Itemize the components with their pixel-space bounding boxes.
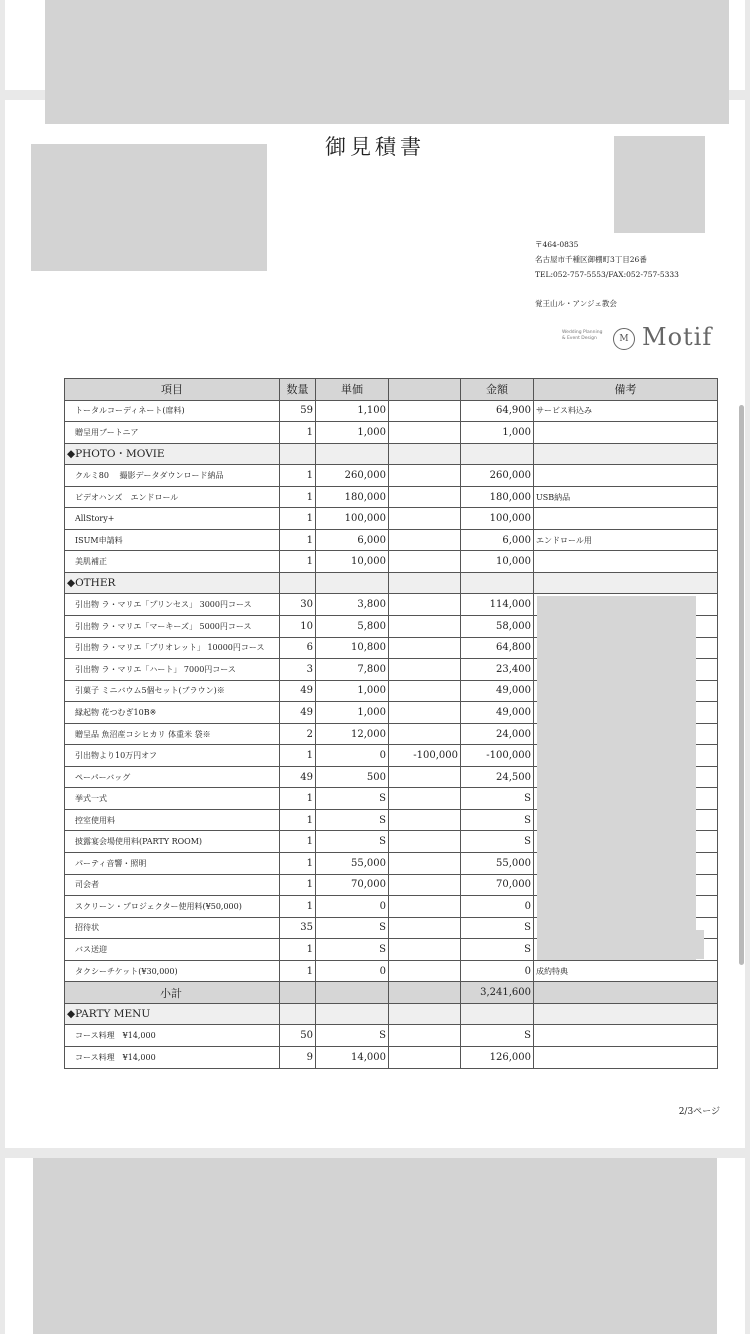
item-discount xyxy=(389,809,461,831)
header-quantity: 数量 xyxy=(280,379,316,401)
item-unit-price: 70,000 xyxy=(316,874,389,896)
cell-empty xyxy=(316,443,389,465)
venue-name: 覚王山ル・アンジェ教会 xyxy=(535,299,617,308)
item-discount xyxy=(389,766,461,788)
item-unit-price: 55,000 xyxy=(316,853,389,875)
item-quantity: 49 xyxy=(280,702,316,724)
table-row xyxy=(65,1046,718,1068)
redacted-remarks-block xyxy=(537,596,696,960)
item-name: ビデオハンズ エンドロール xyxy=(65,486,280,508)
item-unit-price: 3,800 xyxy=(316,594,389,616)
item-discount xyxy=(389,917,461,939)
item-discount xyxy=(389,1046,461,1068)
item-unit-price: 1,000 xyxy=(316,680,389,702)
item-name: バス送迎 xyxy=(65,939,280,961)
scrollbar[interactable] xyxy=(739,405,744,965)
item-name: 引出物 ラ・マリエ「マーキーズ」 5000円コース xyxy=(65,616,280,638)
header-remarks: 備考 xyxy=(534,379,718,401)
item-amount: 6,000 xyxy=(461,529,534,551)
cell-empty xyxy=(534,1003,718,1025)
item-unit-price: 14,000 xyxy=(316,1046,389,1068)
item-amount: -100,000 xyxy=(461,745,534,767)
item-discount xyxy=(389,594,461,616)
item-quantity: 35 xyxy=(280,917,316,939)
item-amount: S xyxy=(461,917,534,939)
item-name: 引出物より10万円オフ xyxy=(65,745,280,767)
item-amount: 260,000 xyxy=(461,465,534,487)
item-name: AllStory+ xyxy=(65,508,280,530)
item-quantity: 1 xyxy=(280,465,316,487)
item-amount: 114,000 xyxy=(461,594,534,616)
item-unit-price: 6,000 xyxy=(316,529,389,551)
item-amount: 180,000 xyxy=(461,486,534,508)
cell-empty xyxy=(280,572,316,594)
table-row xyxy=(65,465,718,487)
table-row xyxy=(65,486,718,508)
item-unit-price: 12,000 xyxy=(316,723,389,745)
item-remarks: USB納品 xyxy=(534,486,718,508)
street-address: 名古屋市千種区御棚町3丁目26番 xyxy=(535,255,647,264)
item-remarks xyxy=(534,465,718,487)
item-discount xyxy=(389,616,461,638)
item-amount: 100,000 xyxy=(461,508,534,530)
item-amount: 49,000 xyxy=(461,702,534,724)
cell-empty xyxy=(389,572,461,594)
section-row xyxy=(65,572,718,594)
item-name: トータルコーディネート(席料) xyxy=(65,400,280,422)
section-label: ◆PARTY MENU xyxy=(65,1003,280,1025)
item-remarks xyxy=(534,551,718,573)
item-amount: 1,000 xyxy=(461,422,534,444)
item-quantity: 1 xyxy=(280,745,316,767)
item-remarks xyxy=(534,508,718,530)
item-quantity: 1 xyxy=(280,939,316,961)
logo-mark-icon: M xyxy=(613,328,635,350)
item-unit-price: S xyxy=(316,809,389,831)
item-name: 贈呈用ブートニア xyxy=(65,422,280,444)
item-remarks: サービス料込み xyxy=(534,400,718,422)
item-name: タクシーチケット(¥30,000) xyxy=(65,960,280,982)
item-unit-price: 0 xyxy=(316,960,389,982)
table-header-row xyxy=(65,379,718,401)
section-row xyxy=(65,443,718,465)
item-name: 控室使用料 xyxy=(65,809,280,831)
item-amount: 23,400 xyxy=(461,659,534,681)
item-name: 引出物 ラ・マリエ「ブリオレット」 10000円コース xyxy=(65,637,280,659)
motif-logo xyxy=(562,322,712,356)
item-quantity: 1 xyxy=(280,788,316,810)
cell-empty xyxy=(316,982,389,1004)
subtotal-amount: 3,241,600 xyxy=(461,982,534,1004)
item-discount xyxy=(389,529,461,551)
item-quantity: 1 xyxy=(280,960,316,982)
item-unit-price: 500 xyxy=(316,766,389,788)
cell-empty xyxy=(316,1003,389,1025)
section-label: ◆PHOTO・MOVIE xyxy=(65,443,280,465)
header-item: 項目 xyxy=(65,379,280,401)
item-discount: -100,000 xyxy=(389,745,461,767)
item-discount xyxy=(389,874,461,896)
section-label: ◆OTHER xyxy=(65,572,280,594)
item-quantity: 3 xyxy=(280,659,316,681)
cell-empty xyxy=(389,1003,461,1025)
cell-empty xyxy=(461,1003,534,1025)
item-quantity: 9 xyxy=(280,1046,316,1068)
item-discount xyxy=(389,788,461,810)
table-row xyxy=(65,551,718,573)
cell-empty xyxy=(389,982,461,1004)
item-quantity: 1 xyxy=(280,853,316,875)
item-discount xyxy=(389,659,461,681)
item-quantity: 2 xyxy=(280,723,316,745)
item-name: コース料理 ¥14,000 xyxy=(65,1025,280,1047)
item-quantity: 1 xyxy=(280,551,316,573)
page-number: 2/3ページ xyxy=(678,1107,720,1117)
item-unit-price: 10,800 xyxy=(316,637,389,659)
item-amount: S xyxy=(461,1025,534,1047)
item-name: 美肌補正 xyxy=(65,551,280,573)
cell-empty xyxy=(461,443,534,465)
item-discount xyxy=(389,723,461,745)
postal-code: 〒464-0835 xyxy=(535,240,579,249)
item-name: 招待状 xyxy=(65,917,280,939)
table-row xyxy=(65,422,718,444)
cell-empty xyxy=(389,443,461,465)
item-quantity: 30 xyxy=(280,594,316,616)
cell-empty xyxy=(280,982,316,1004)
item-unit-price: S xyxy=(316,939,389,961)
item-unit-price: S xyxy=(316,1025,389,1047)
item-amount: 10,000 xyxy=(461,551,534,573)
item-name: 引出物 ラ・マリエ「ハート」 7000円コース xyxy=(65,659,280,681)
item-unit-price: 1,100 xyxy=(316,400,389,422)
item-remarks xyxy=(534,422,718,444)
item-name: 贈呈品 魚沼産コシヒカリ 体重米 袋※ xyxy=(65,723,280,745)
item-amount: S xyxy=(461,939,534,961)
item-remarks xyxy=(534,1046,718,1068)
subtotal-label: 小計 xyxy=(65,982,280,1004)
item-name: 引出物 ラ・マリエ「プリンセス」 3000円コース xyxy=(65,594,280,616)
item-unit-price: S xyxy=(316,788,389,810)
item-unit-price: 0 xyxy=(316,745,389,767)
item-amount: S xyxy=(461,809,534,831)
item-discount xyxy=(389,960,461,982)
item-quantity: 59 xyxy=(280,400,316,422)
table-row xyxy=(65,400,718,422)
item-discount xyxy=(389,422,461,444)
item-name: 縁起物 花つむぎ10B※ xyxy=(65,702,280,724)
item-unit-price: 260,000 xyxy=(316,465,389,487)
item-amount: 49,000 xyxy=(461,680,534,702)
section-row xyxy=(65,1003,718,1025)
item-name: パーティ音響・照明 xyxy=(65,853,280,875)
item-name: 挙式一式 xyxy=(65,788,280,810)
item-name: クルミ80 撮影データダウンロード納品 xyxy=(65,465,280,487)
item-unit-price: S xyxy=(316,831,389,853)
cell-empty xyxy=(316,572,389,594)
cell-empty xyxy=(280,1003,316,1025)
item-discount xyxy=(389,680,461,702)
item-amount: 0 xyxy=(461,960,534,982)
tel-fax: TEL:052-757-5553/FAX:052-757-5333 xyxy=(535,270,679,279)
item-unit-price: 0 xyxy=(316,896,389,918)
item-discount xyxy=(389,400,461,422)
item-name: コース料理 ¥14,000 xyxy=(65,1046,280,1068)
item-quantity: 1 xyxy=(280,486,316,508)
item-unit-price: 1,000 xyxy=(316,702,389,724)
item-remarks: 成約特典 xyxy=(534,960,718,982)
redacted-header-block xyxy=(45,100,729,124)
item-discount xyxy=(389,1025,461,1047)
table-row xyxy=(65,508,718,530)
item-unit-price: 100,000 xyxy=(316,508,389,530)
item-name: ペーパーバッグ xyxy=(65,766,280,788)
item-amount: 24,000 xyxy=(461,723,534,745)
redacted-remarks-block xyxy=(537,930,704,959)
logo-wordmark: Motif xyxy=(642,323,713,351)
header-amount: 金額 xyxy=(461,379,534,401)
item-quantity: 1 xyxy=(280,529,316,551)
redacted-recipient-block xyxy=(31,144,267,271)
header-blank xyxy=(389,379,461,401)
item-quantity: 49 xyxy=(280,766,316,788)
item-amount: 24,500 xyxy=(461,766,534,788)
cell-empty xyxy=(461,572,534,594)
item-name: 司会者 xyxy=(65,874,280,896)
item-amount: 58,000 xyxy=(461,616,534,638)
item-unit-price: 1,000 xyxy=(316,422,389,444)
cell-empty xyxy=(280,443,316,465)
item-quantity: 6 xyxy=(280,637,316,659)
item-quantity: 1 xyxy=(280,896,316,918)
item-unit-price: 10,000 xyxy=(316,551,389,573)
item-remarks: エンドロール用 xyxy=(534,529,718,551)
item-discount xyxy=(389,465,461,487)
item-discount xyxy=(389,853,461,875)
item-quantity: 1 xyxy=(280,831,316,853)
item-name: 披露宴会場使用料(PARTY ROOM) xyxy=(65,831,280,853)
item-name: スクリーン・プロジェクター使用料(¥50,000) xyxy=(65,896,280,918)
item-discount xyxy=(389,702,461,724)
item-discount xyxy=(389,637,461,659)
logo-tagline: Wedding Planning & Event Design xyxy=(562,330,603,341)
item-remarks xyxy=(534,1025,718,1047)
table-row xyxy=(65,960,718,982)
item-quantity: 10 xyxy=(280,616,316,638)
item-quantity: 1 xyxy=(280,874,316,896)
subtotal-row xyxy=(65,982,718,1004)
item-amount: 64,800 xyxy=(461,637,534,659)
item-discount xyxy=(389,486,461,508)
header-unit-price: 単価 xyxy=(316,379,389,401)
item-discount xyxy=(389,939,461,961)
redacted-next-page-block xyxy=(33,1158,717,1334)
item-amount: 70,000 xyxy=(461,874,534,896)
item-amount: S xyxy=(461,788,534,810)
item-amount: 126,000 xyxy=(461,1046,534,1068)
item-unit-price: 7,800 xyxy=(316,659,389,681)
item-unit-price: 5,800 xyxy=(316,616,389,638)
item-quantity: 50 xyxy=(280,1025,316,1047)
item-discount xyxy=(389,831,461,853)
cell-empty xyxy=(534,443,718,465)
table-row xyxy=(65,529,718,551)
item-name: ISUM申請料 xyxy=(65,529,280,551)
cell-empty xyxy=(534,572,718,594)
item-amount: 0 xyxy=(461,896,534,918)
item-amount: 55,000 xyxy=(461,853,534,875)
item-discount xyxy=(389,896,461,918)
item-unit-price: S xyxy=(316,917,389,939)
table-row xyxy=(65,1025,718,1047)
item-quantity: 1 xyxy=(280,809,316,831)
cell-empty xyxy=(534,982,718,1004)
item-quantity: 49 xyxy=(280,680,316,702)
item-name: 引菓子 ミニバウム5個セット(ブラウン)※ xyxy=(65,680,280,702)
item-discount xyxy=(389,508,461,530)
item-discount xyxy=(389,551,461,573)
item-amount: 64,900 xyxy=(461,400,534,422)
document-title: 御見積書 xyxy=(325,135,425,159)
item-unit-price: 180,000 xyxy=(316,486,389,508)
item-quantity: 1 xyxy=(280,422,316,444)
item-quantity: 1 xyxy=(280,508,316,530)
item-amount: S xyxy=(461,831,534,853)
